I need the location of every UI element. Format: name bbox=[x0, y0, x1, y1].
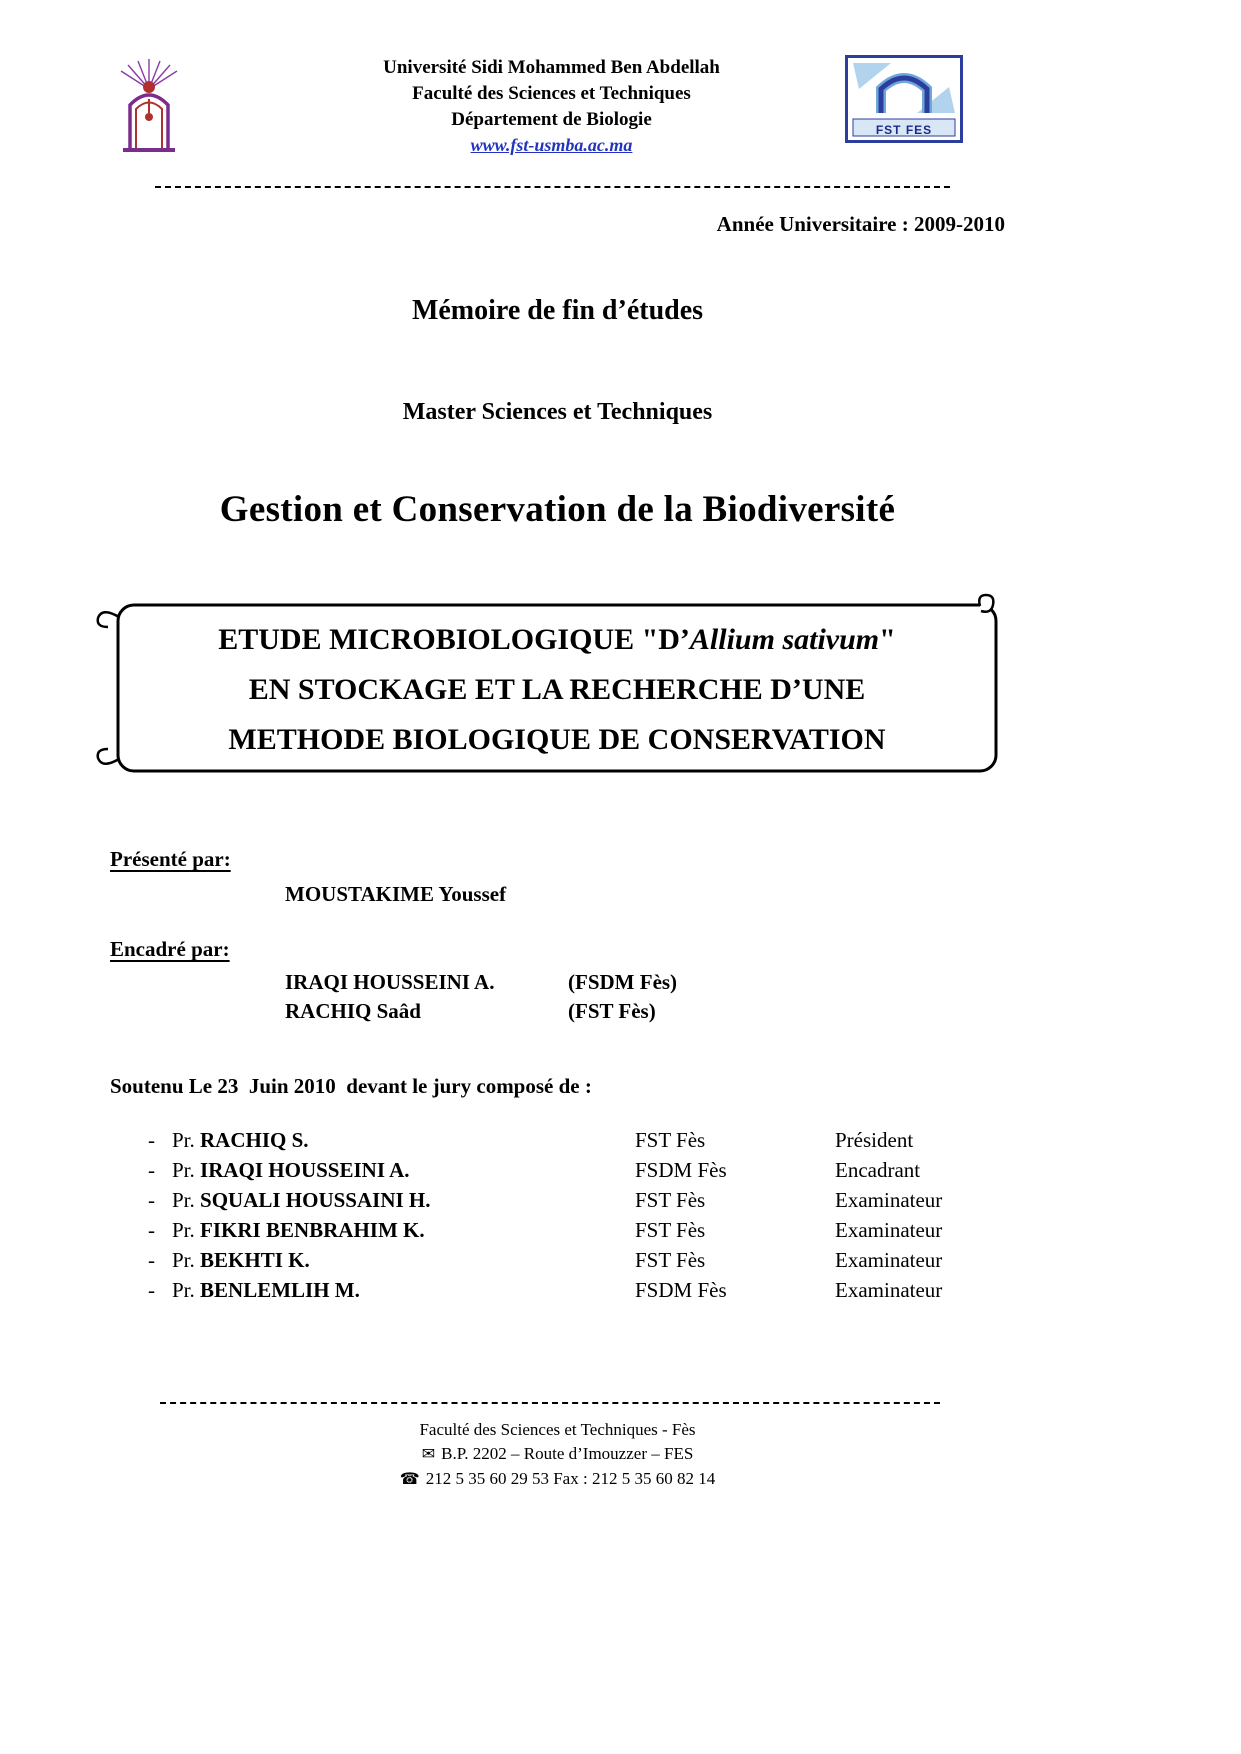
thesis-title-line2: EN STOCKAGE ET LA RECHERCHE D’UNE bbox=[248, 673, 866, 706]
jury-member-institution: FST Fès bbox=[635, 1248, 706, 1272]
jury-member-role: Examinateur bbox=[835, 1248, 943, 1272]
fst-fes-logo bbox=[845, 55, 963, 143]
jury-member-name: Pr. BENLEMLIH M. bbox=[172, 1278, 360, 1302]
header bbox=[110, 0, 1005, 156]
jury-member-name: Pr. IRAQI HOUSSEINI A. bbox=[172, 1158, 410, 1182]
fst-logo-caption: FST FES bbox=[875, 123, 933, 137]
presented-by-label: Présenté par: bbox=[110, 847, 231, 871]
jury-member-role: Président bbox=[835, 1128, 914, 1152]
master-title: Master Sciences et Techniques bbox=[402, 399, 713, 425]
supervisor-list bbox=[285, 970, 1005, 1024]
jury-member-name: Pr. RACHIQ S. bbox=[172, 1128, 309, 1152]
footer bbox=[110, 1418, 1005, 1492]
supervisor-affiliation: (FST Fès) bbox=[568, 999, 656, 1023]
supervised-by-label: Encadré par: bbox=[110, 937, 230, 961]
department-name: Département de Biologie bbox=[451, 109, 652, 130]
jury-table bbox=[148, 1129, 1005, 1302]
supervisor-name: IRAQI HOUSSEINI A. bbox=[285, 970, 495, 994]
jury-member-institution: FST Fès bbox=[635, 1218, 706, 1242]
jury-dash: - bbox=[148, 1188, 155, 1212]
footer-address-line bbox=[110, 1442, 1005, 1467]
mail-icon: ✉ bbox=[421, 1446, 436, 1463]
faculty-name: Faculté des Sciences et Techniques bbox=[412, 83, 691, 104]
website-link[interactable]: www.fst-usmba.ac.ma bbox=[470, 135, 633, 155]
footer-faculty-line: Faculté des Sciences et Techniques - Fès bbox=[419, 1420, 696, 1439]
header-institution-block bbox=[188, 55, 845, 156]
jury-member-institution: FST Fès bbox=[635, 1188, 706, 1212]
jury-dash: - bbox=[148, 1158, 155, 1182]
footer-phone: 212 5 35 60 29 53 Fax : 212 5 35 60 82 14 bbox=[425, 1469, 716, 1488]
university-emblem-icon bbox=[110, 59, 188, 155]
divider-bottom bbox=[160, 1402, 940, 1404]
divider-top bbox=[155, 186, 950, 188]
academic-year: Année Universitaire : 2009-2010 bbox=[716, 212, 1005, 236]
jury-member-institution: FSDM Fès bbox=[635, 1278, 727, 1302]
jury-member-role: Encadrant bbox=[835, 1158, 921, 1182]
jury-member-institution: FSDM Fès bbox=[635, 1158, 727, 1182]
supervisor-affiliation: (FSDM Fès) bbox=[568, 970, 678, 994]
thesis-title bbox=[132, 609, 982, 771]
program-title: Gestion et Conservation de la Biodiversité bbox=[219, 489, 896, 530]
footer-phone-line bbox=[110, 1467, 1005, 1492]
footer-address: B.P. 2202 – Route d’Imouzzer – FES bbox=[441, 1444, 694, 1463]
defense-intro: Soutenu Le 23 Juin 2010 devant le jury composé de : bbox=[110, 1074, 592, 1098]
memoire-title: Mémoire de fin d’études bbox=[411, 295, 704, 326]
thesis-title-line3: METHODE BIOLOGIQUE DE CONSERVATION bbox=[228, 723, 886, 756]
jury-member-role: Examinateur bbox=[835, 1218, 943, 1242]
phone-icon: ☎ bbox=[399, 1471, 420, 1488]
jury-member-role: Examinateur bbox=[835, 1188, 943, 1212]
jury-dash: - bbox=[148, 1218, 155, 1242]
student-name: MOUSTAKIME Youssef bbox=[285, 882, 507, 906]
thesis-title-banner bbox=[88, 593, 1010, 783]
jury-member-name: Pr. BEKHTI K. bbox=[172, 1248, 310, 1272]
jury-dash: - bbox=[148, 1128, 155, 1152]
jury-member-name: Pr. FIKRI BENBRAHIM K. bbox=[172, 1218, 425, 1242]
thesis-title-line1: ETUDE MICROBIOLOGIQUE "D’Allium sativum" bbox=[218, 623, 896, 656]
university-name: Université Sidi Mohammed Ben Abdellah bbox=[383, 57, 720, 78]
supervisor-name: RACHIQ Saâd bbox=[285, 999, 421, 1023]
jury-member-institution: FST Fès bbox=[635, 1128, 706, 1152]
jury-dash: - bbox=[148, 1278, 155, 1302]
jury-dash: - bbox=[148, 1248, 155, 1272]
jury-member-name: Pr. SQUALI HOUSSAINI H. bbox=[172, 1188, 431, 1212]
jury-member-role: Examinateur bbox=[835, 1278, 943, 1302]
